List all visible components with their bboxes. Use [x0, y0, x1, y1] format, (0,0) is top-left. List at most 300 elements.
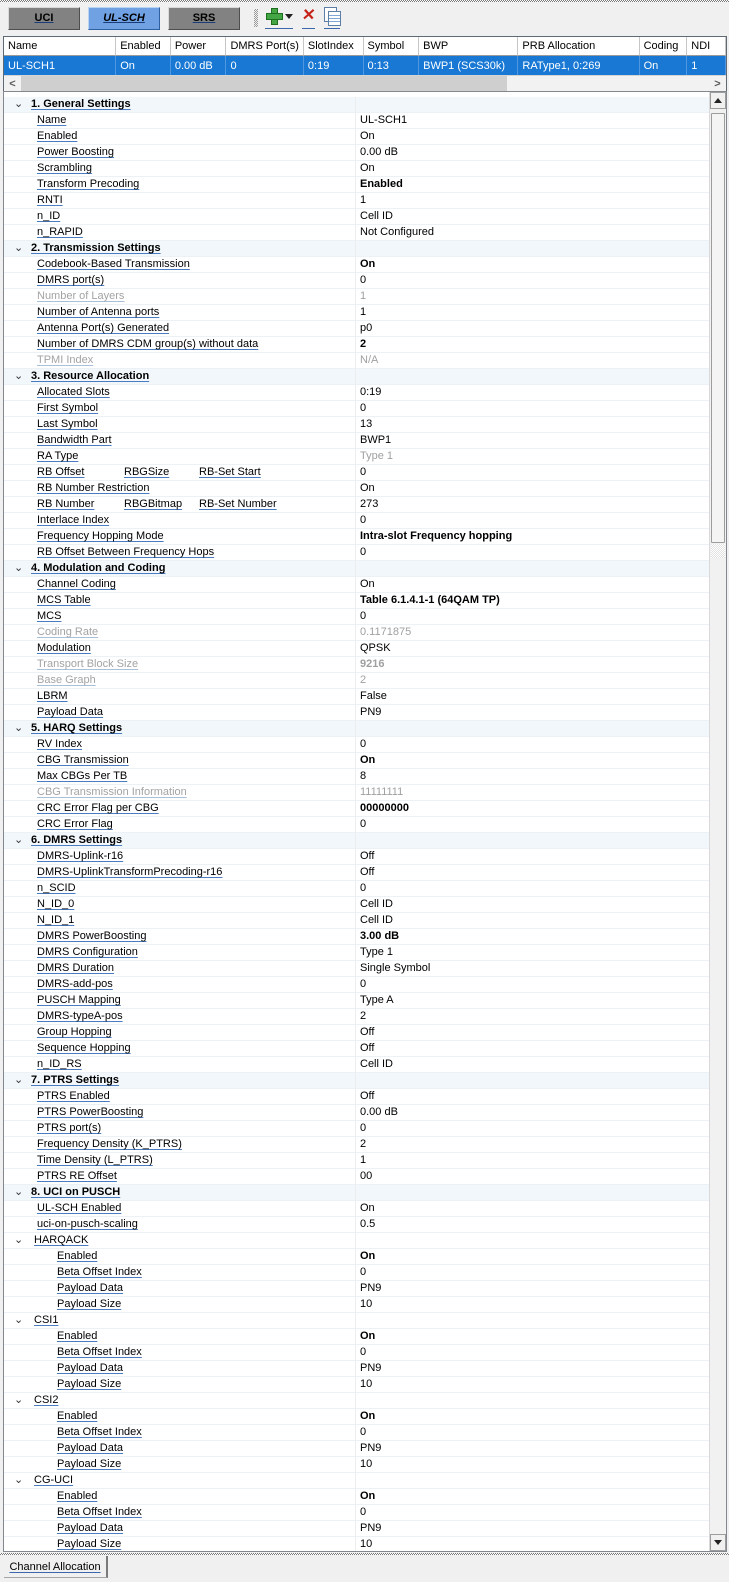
- column-divider: [355, 209, 356, 224]
- row-cell-3: 0: [226, 56, 303, 75]
- property-value[interactable]: PN9: [360, 706, 382, 718]
- property-value[interactable]: 1: [360, 306, 367, 318]
- column-divider: [355, 129, 356, 144]
- property-value[interactable]: 8: [360, 770, 367, 782]
- chevron-down-icon[interactable]: ⌄: [14, 370, 24, 382]
- property-value[interactable]: Single Symbol: [360, 962, 431, 974]
- property-value[interactable]: 0.1171875: [360, 626, 412, 638]
- add-dropdown-icon[interactable]: [285, 14, 293, 19]
- chevron-down-icon[interactable]: ⌄: [14, 834, 24, 846]
- property-value[interactable]: 10: [360, 1538, 373, 1550]
- property-value[interactable]: 3.00 dB: [360, 930, 400, 942]
- column-divider: [355, 1281, 356, 1296]
- toolbar-grip: [254, 9, 258, 27]
- property-value[interactable]: PN9: [360, 1442, 382, 1454]
- tree-row: [4, 785, 709, 801]
- property-value[interactable]: False: [360, 690, 387, 702]
- tree-row: [4, 753, 709, 769]
- property-value[interactable]: On: [360, 1490, 376, 1502]
- group-title[interactable]: CSI1: [34, 1314, 59, 1326]
- property-value[interactable]: 0: [360, 402, 367, 414]
- tab-ul-sch-label: UL-SCH: [103, 12, 145, 24]
- property-value[interactable]: PN9: [360, 1282, 382, 1294]
- horizontal-scroll-track[interactable]: [507, 76, 709, 92]
- property-link-dmrs-powerboosting[interactable]: DMRS PowerBoosting: [37, 930, 147, 942]
- property-value[interactable]: 0: [360, 1506, 367, 1518]
- vertical-scroll-thumb[interactable]: [711, 113, 725, 543]
- tree-row: [4, 769, 709, 785]
- tree-row: [4, 1361, 709, 1377]
- property-link-payload-data[interactable]: Payload Data: [57, 1442, 124, 1454]
- tree-row: [4, 673, 709, 689]
- property-value[interactable]: Cell ID: [360, 1058, 394, 1070]
- column-divider: [355, 97, 356, 112]
- property-link-number-of-antenna-ports[interactable]: Number of Antenna ports: [37, 306, 160, 318]
- chevron-down-icon[interactable]: ⌄: [14, 1234, 24, 1246]
- property-link-n-rapid[interactable]: n_RAPID: [37, 226, 83, 238]
- property-value[interactable]: On: [360, 1250, 376, 1262]
- property-value[interactable]: 2: [360, 1010, 367, 1022]
- property-link-beta-offset-index[interactable]: Beta Offset Index: [57, 1426, 142, 1438]
- section-title[interactable]: 6. DMRS Settings: [31, 834, 123, 846]
- column-header-dmrs-port-s-[interactable]: DMRS Port(s): [226, 37, 303, 56]
- copy-channel-button[interactable]: [324, 7, 340, 29]
- tab-uci[interactable]: [8, 7, 80, 30]
- column-header-prb-allocation[interactable]: PRB Allocation: [518, 37, 639, 56]
- chevron-down-icon[interactable]: ⌄: [14, 1074, 24, 1086]
- property-link-ptrs-enabled[interactable]: PTRS Enabled: [37, 1090, 110, 1102]
- section-header-5-harq-settings: [4, 721, 709, 737]
- property-value[interactable]: 1: [360, 290, 367, 302]
- property-link-payload-data[interactable]: Payload Data: [57, 1522, 124, 1534]
- property-link-n-scid[interactable]: n_SCID: [37, 882, 76, 894]
- tree-row: [4, 705, 709, 721]
- property-link-base-graph[interactable]: Base Graph: [37, 674, 96, 686]
- property-link-payload-size[interactable]: Payload Size: [57, 1538, 122, 1550]
- property-link-number-of-layers[interactable]: Number of Layers: [37, 290, 125, 302]
- property-value[interactable]: 10: [360, 1298, 373, 1310]
- tree-row: [4, 897, 709, 913]
- section-title[interactable]: 4. Modulation and Coding: [31, 562, 166, 574]
- column-divider: [355, 113, 356, 128]
- delete-channel-button[interactable]: [302, 7, 315, 29]
- property-value[interactable]: Off: [360, 850, 375, 862]
- column-divider: [355, 641, 356, 656]
- property-link-enabled[interactable]: Enabled: [37, 130, 78, 142]
- tree-row: [4, 497, 709, 513]
- tab-channel-allocation[interactable]: [4, 1556, 108, 1578]
- row-cell-5: 0:13: [364, 56, 420, 75]
- tree-row: [4, 129, 709, 145]
- property-link-rnti[interactable]: RNTI: [37, 194, 63, 206]
- column-divider: [355, 193, 356, 208]
- section-title[interactable]: 1. General Settings: [31, 98, 131, 110]
- add-channel-button[interactable]: [265, 7, 293, 29]
- property-link-transform-precoding[interactable]: Transform Precoding: [37, 178, 140, 190]
- section-header-4-modulation-and-coding: [4, 561, 709, 577]
- property-link-dmrs-typea-pos[interactable]: DMRS-typeA-pos: [37, 1010, 123, 1022]
- property-link-payload-data[interactable]: Payload Data: [57, 1282, 124, 1294]
- property-value[interactable]: 00: [360, 1170, 373, 1182]
- tree-row: [4, 913, 709, 929]
- property-value[interactable]: 2: [360, 674, 367, 686]
- property-value[interactable]: PN9: [360, 1362, 382, 1374]
- property-value[interactable]: PN9: [360, 1522, 382, 1534]
- property-link-codebook-based-transmission[interactable]: Codebook-Based Transmission: [37, 258, 190, 270]
- tab-srs-label: SRS: [192, 12, 216, 24]
- property-link-channel-coding[interactable]: Channel Coding: [37, 578, 116, 590]
- property-link-payload-data[interactable]: Payload Data: [37, 706, 104, 718]
- property-value[interactable]: 0: [360, 1346, 367, 1358]
- property-value[interactable]: On: [360, 754, 376, 766]
- tree-row: [4, 1297, 709, 1313]
- property-link-bandwidth-part[interactable]: Bandwidth Part: [37, 434, 112, 446]
- property-value[interactable]: 10: [360, 1378, 373, 1390]
- scroll-down-button[interactable]: [710, 1534, 726, 1551]
- chevron-down-icon[interactable]: ⌄: [14, 1474, 24, 1486]
- tree-row: [4, 449, 709, 465]
- section-title[interactable]: 5. HARQ Settings: [31, 722, 123, 734]
- horizontal-scrollbar[interactable]: [4, 75, 726, 92]
- column-divider: [355, 1425, 356, 1440]
- section-header-6-dmrs-settings: [4, 833, 709, 849]
- property-link-ra-type[interactable]: RA Type: [37, 450, 79, 462]
- property-tree: [4, 97, 709, 1552]
- property-link-dmrs-port-s-[interactable]: DMRS port(s): [37, 274, 105, 286]
- column-divider: [355, 753, 356, 768]
- scroll-right-button[interactable]: >: [714, 78, 721, 90]
- tab-srs[interactable]: [168, 7, 240, 30]
- column-divider: [355, 497, 356, 512]
- group-title[interactable]: CSI2: [34, 1394, 59, 1406]
- tree-row: [4, 545, 709, 561]
- chevron-down-icon[interactable]: ⌄: [14, 1394, 24, 1406]
- row-cell-2: 0.00 dB: [171, 56, 227, 75]
- property-link-group-hopping[interactable]: Group Hopping: [37, 1026, 112, 1038]
- column-header-name[interactable]: Name: [4, 37, 116, 56]
- property-link-ul-sch-enabled[interactable]: UL-SCH Enabled: [37, 1202, 122, 1214]
- tree-row: [4, 1057, 709, 1073]
- tree-row: [4, 1521, 709, 1537]
- horizontal-scroll-thumb[interactable]: [21, 76, 507, 92]
- property-value[interactable]: BWP1: [360, 434, 392, 446]
- property-value[interactable]: On: [360, 1202, 375, 1214]
- column-divider: [355, 1169, 356, 1184]
- chevron-down-icon[interactable]: ⌄: [14, 1314, 24, 1326]
- vertical-scroll-track[interactable]: [711, 544, 725, 558]
- property-link-power-boosting[interactable]: Power Boosting: [37, 146, 115, 158]
- property-link-coding-rate[interactable]: Coding Rate: [37, 626, 99, 638]
- property-value[interactable]: 9216: [360, 658, 385, 670]
- property-link-dmrs-uplink-r16[interactable]: DMRS-Uplink-r16: [37, 850, 124, 862]
- property-value[interactable]: 1: [360, 1154, 367, 1166]
- section-title[interactable]: 7. PTRS Settings: [31, 1074, 120, 1086]
- property-link-number-of-dmrs-cdm-group-s-without-data[interactable]: Number of DMRS CDM group(s) without data: [37, 338, 259, 350]
- tree-row: [4, 529, 709, 545]
- property-value[interactable]: 0: [360, 1426, 367, 1438]
- property-value[interactable]: On: [360, 1410, 376, 1422]
- property-link-n-id[interactable]: n_ID: [37, 210, 61, 222]
- property-value[interactable]: 273: [360, 498, 379, 510]
- channel-table-selected-row[interactable]: [4, 56, 726, 75]
- tree-row: [4, 1201, 709, 1217]
- property-value[interactable]: 0: [360, 466, 367, 478]
- channel-table: [3, 36, 727, 93]
- property-link-antenna-port-s-generated[interactable]: Antenna Port(s) Generated: [37, 322, 170, 334]
- property-value[interactable]: 11111111: [360, 786, 404, 798]
- scroll-up-button[interactable]: [710, 92, 726, 109]
- tree-row: [4, 1281, 709, 1297]
- chevron-down-icon[interactable]: ⌄: [14, 722, 24, 734]
- column-divider: [355, 849, 356, 864]
- group-title[interactable]: HARQACK: [34, 1234, 89, 1246]
- property-value[interactable]: 13: [360, 418, 373, 430]
- property-value[interactable]: Cell ID: [360, 898, 394, 910]
- property-value[interactable]: 0.5: [360, 1218, 376, 1230]
- property-link-n-id-1[interactable]: N_ID_1: [37, 914, 75, 926]
- property-link-ptrs-powerboosting[interactable]: PTRS PowerBoosting: [37, 1106, 144, 1118]
- property-link-enabled[interactable]: Enabled: [57, 1490, 98, 1502]
- column-header-slotindex[interactable]: SlotIndex: [304, 37, 364, 56]
- property-link-enabled[interactable]: Enabled: [57, 1330, 98, 1342]
- tree-row: [4, 1169, 709, 1185]
- property-link-lbrm[interactable]: LBRM: [37, 690, 68, 702]
- property-link-interlace-index[interactable]: Interlace Index: [37, 514, 110, 526]
- tree-row: [4, 481, 709, 497]
- property-value[interactable]: 0: [360, 610, 367, 622]
- property-link-allocated-slots[interactable]: Allocated Slots: [37, 386, 110, 398]
- column-header-bwp[interactable]: BWP: [419, 37, 518, 56]
- property-value[interactable]: 2: [360, 1138, 367, 1150]
- property-link-payload-size[interactable]: Payload Size: [57, 1298, 122, 1310]
- tree-row: [4, 1505, 709, 1521]
- column-divider: [355, 929, 356, 944]
- property-value[interactable]: On: [360, 1330, 376, 1342]
- column-divider: [355, 1153, 356, 1168]
- property-link-n-id-0[interactable]: N_ID_0: [37, 898, 75, 910]
- property-link-rb-offset-between-frequency-hops[interactable]: RB Offset Between Frequency Hops: [37, 546, 215, 558]
- property-link-frequency-density-k-ptrs-[interactable]: Frequency Density (K_PTRS): [37, 1138, 182, 1150]
- tree-row: [4, 1009, 709, 1025]
- property-value[interactable]: UL-SCH1: [360, 114, 408, 126]
- column-header-power[interactable]: Power: [171, 37, 227, 56]
- group-header-cg-uci: [4, 1473, 709, 1489]
- property-link-tpmi-index[interactable]: TPMI Index: [37, 354, 94, 366]
- tab-ul-sch[interactable]: [88, 7, 160, 30]
- property-link-dmrs-add-pos[interactable]: DMRS-add-pos: [37, 978, 113, 990]
- column-divider: [355, 1025, 356, 1040]
- column-divider: [355, 241, 356, 256]
- column-header-enabled[interactable]: Enabled: [116, 37, 171, 56]
- column-divider: [355, 1457, 356, 1472]
- property-value[interactable]: Not Configured: [360, 226, 434, 238]
- property-link-rv-index[interactable]: RV Index: [37, 738, 83, 750]
- property-link-payload-size[interactable]: Payload Size: [57, 1378, 122, 1390]
- property-value[interactable]: Intra-slot Frequency hopping: [360, 530, 513, 542]
- property-link-modulation[interactable]: Modulation: [37, 642, 91, 654]
- property-link-pusch-mapping[interactable]: PUSCH Mapping: [37, 994, 121, 1006]
- column-divider: [355, 273, 356, 288]
- property-link-rb-set-start[interactable]: RB-Set Start: [199, 466, 261, 478]
- property-link-uci-on-pusch-scaling[interactable]: uci-on-pusch-scaling: [37, 1218, 138, 1230]
- property-value[interactable]: Off: [360, 1090, 375, 1102]
- property-value[interactable]: 2: [360, 338, 367, 350]
- property-value[interactable]: On: [360, 578, 375, 590]
- property-value[interactable]: Enabled: [360, 178, 403, 190]
- property-value[interactable]: Cell ID: [360, 210, 394, 222]
- column-divider: [355, 1265, 356, 1280]
- property-link-beta-offset-index[interactable]: Beta Offset Index: [57, 1266, 142, 1278]
- tree-row: [4, 337, 709, 353]
- property-value[interactable]: 0: [360, 978, 367, 990]
- property-value[interactable]: Table 6.1.4.1-1 (64QAM TP): [360, 594, 500, 606]
- property-link-time-density-l-ptrs-[interactable]: Time Density (L_PTRS): [37, 1154, 153, 1166]
- property-link-enabled[interactable]: Enabled: [57, 1250, 98, 1262]
- property-value[interactable]: Type 1: [360, 946, 394, 958]
- tab-uci-label: UCI: [34, 12, 54, 24]
- tree-row: [4, 641, 709, 657]
- column-divider: [355, 769, 356, 784]
- tree-row: [4, 1329, 709, 1345]
- property-link-rb-set-number[interactable]: RB-Set Number: [199, 498, 277, 510]
- property-value[interactable]: Type A: [360, 994, 394, 1006]
- property-link-ptrs-port-s-[interactable]: PTRS port(s): [37, 1122, 102, 1134]
- tree-row: [4, 273, 709, 289]
- section-title[interactable]: 8. UCI on PUSCH: [31, 1186, 121, 1198]
- tree-row: [4, 577, 709, 593]
- property-value[interactable]: 0: [360, 1122, 367, 1134]
- property-link-mcs[interactable]: MCS: [37, 610, 62, 622]
- property-value[interactable]: 0: [360, 546, 367, 558]
- property-value[interactable]: On: [360, 130, 375, 142]
- property-value[interactable]: Cell ID: [360, 914, 394, 926]
- tree-row: [4, 385, 709, 401]
- property-link-n-id-rs[interactable]: n_ID_RS: [37, 1058, 82, 1070]
- property-value[interactable]: Type 1: [360, 450, 394, 462]
- tree-row: [4, 881, 709, 897]
- vertical-scrollbar[interactable]: [709, 92, 726, 1551]
- property-link-dmrs-duration[interactable]: DMRS Duration: [37, 962, 115, 974]
- property-link-rb-offset[interactable]: RB Offset: [37, 466, 85, 478]
- property-value[interactable]: QPSK: [360, 642, 391, 654]
- column-divider: [355, 321, 356, 336]
- property-value[interactable]: Off: [360, 866, 375, 878]
- property-value[interactable]: 0: [360, 882, 367, 894]
- column-divider: [355, 1201, 356, 1216]
- property-link-transport-block-size[interactable]: Transport Block Size: [37, 658, 139, 670]
- property-link-rb-number-restriction[interactable]: RB Number Restriction: [37, 482, 150, 494]
- section-title[interactable]: 2. Transmission Settings: [31, 242, 161, 254]
- property-link-rbgsize[interactable]: RBGSize: [124, 466, 170, 478]
- property-link-ptrs-re-offset[interactable]: PTRS RE Offset: [37, 1170, 117, 1182]
- tree-row: [4, 113, 709, 129]
- group-header-csi2: [4, 1393, 709, 1409]
- group-title[interactable]: CG-UCI: [34, 1474, 74, 1486]
- column-divider: [355, 1377, 356, 1392]
- chevron-down-icon[interactable]: ⌄: [14, 1186, 24, 1198]
- property-link-beta-offset-index[interactable]: Beta Offset Index: [57, 1506, 142, 1518]
- property-link-scrambling[interactable]: Scrambling: [37, 162, 93, 174]
- column-divider: [355, 1233, 356, 1248]
- property-link-name[interactable]: Name: [37, 114, 67, 126]
- property-value[interactable]: 0:19: [360, 386, 382, 398]
- property-link-last-symbol[interactable]: Last Symbol: [37, 418, 98, 430]
- section-title[interactable]: 3. Resource Allocation: [31, 370, 150, 382]
- tree-row: [4, 401, 709, 417]
- property-link-crc-error-flag-per-cbg[interactable]: CRC Error Flag per CBG: [37, 802, 159, 814]
- property-link-enabled[interactable]: Enabled: [57, 1410, 98, 1422]
- scroll-left-button[interactable]: <: [9, 78, 16, 90]
- column-header-symbol[interactable]: Symbol: [364, 37, 420, 56]
- column-divider: [355, 1073, 356, 1088]
- property-value[interactable]: On: [360, 482, 375, 494]
- column-header-ndi[interactable]: NDI: [687, 37, 726, 56]
- property-value[interactable]: On: [360, 258, 376, 270]
- tree-row: [4, 625, 709, 641]
- property-value[interactable]: 10: [360, 1458, 373, 1470]
- chevron-down-icon[interactable]: ⌄: [14, 242, 24, 254]
- property-link-payload-size[interactable]: Payload Size: [57, 1458, 122, 1470]
- property-link-frequency-hopping-mode[interactable]: Frequency Hopping Mode: [37, 530, 164, 542]
- column-divider: [355, 1137, 356, 1152]
- property-link-sequence-hopping[interactable]: Sequence Hopping: [37, 1042, 131, 1054]
- column-header-coding[interactable]: Coding: [640, 37, 688, 56]
- property-link-mcs-table[interactable]: MCS Table: [37, 594, 91, 606]
- property-value[interactable]: 0: [360, 818, 367, 830]
- property-link-cbg-transmission-information[interactable]: CBG Transmission Information: [37, 786, 187, 798]
- tree-row: [4, 161, 709, 177]
- tree-row: [4, 145, 709, 161]
- property-link-rbgbitmap[interactable]: RBGBitmap: [124, 498, 183, 510]
- property-link-max-cbgs-per-tb[interactable]: Max CBGs Per TB: [37, 770, 128, 782]
- section-header-8-uci-on-pusch: [4, 1185, 709, 1201]
- property-value[interactable]: 0: [360, 738, 367, 750]
- property-link-cbg-transmission[interactable]: CBG Transmission: [37, 754, 129, 766]
- delete-icon: ✕: [301, 7, 317, 24]
- property-link-beta-offset-index[interactable]: Beta Offset Index: [57, 1346, 142, 1358]
- property-link-dmrs-configuration[interactable]: DMRS Configuration: [37, 946, 138, 958]
- column-divider: [355, 1489, 356, 1504]
- property-value[interactable]: 1: [360, 194, 367, 206]
- column-divider: [355, 1297, 356, 1312]
- property-value[interactable]: 0.00 dB: [360, 146, 398, 158]
- property-value[interactable]: Off: [360, 1026, 375, 1038]
- property-value[interactable]: 0: [360, 1266, 367, 1278]
- property-link-first-symbol[interactable]: First Symbol: [37, 402, 99, 414]
- row-cell-8: On: [640, 56, 688, 75]
- chevron-down-icon[interactable]: ⌄: [14, 98, 24, 110]
- property-value[interactable]: 0: [360, 274, 367, 286]
- column-divider: [355, 545, 356, 560]
- property-link-payload-data[interactable]: Payload Data: [57, 1362, 124, 1374]
- property-value[interactable]: 0.00 dB: [360, 1106, 398, 1118]
- chevron-down-icon[interactable]: ⌄: [14, 562, 24, 574]
- row-cell-7: RAType1, 0:269: [518, 56, 639, 75]
- property-value[interactable]: On: [360, 162, 375, 174]
- column-divider: [355, 465, 356, 480]
- property-value[interactable]: 0: [360, 514, 367, 526]
- property-value[interactable]: 00000000: [360, 802, 409, 814]
- property-link-crc-error-flag[interactable]: CRC Error Flag: [37, 818, 113, 830]
- tree-row: [4, 689, 709, 705]
- property-link-rb-number[interactable]: RB Number: [37, 498, 95, 510]
- tree-row: [4, 657, 709, 673]
- property-value[interactable]: Off: [360, 1042, 375, 1054]
- property-value[interactable]: p0: [360, 322, 373, 334]
- property-link-dmrs-uplinktransformprecoding-r16[interactable]: DMRS-UplinkTransformPrecoding-r16: [37, 866, 223, 878]
- tree-row: [4, 849, 709, 865]
- property-value[interactable]: N/A: [360, 354, 379, 366]
